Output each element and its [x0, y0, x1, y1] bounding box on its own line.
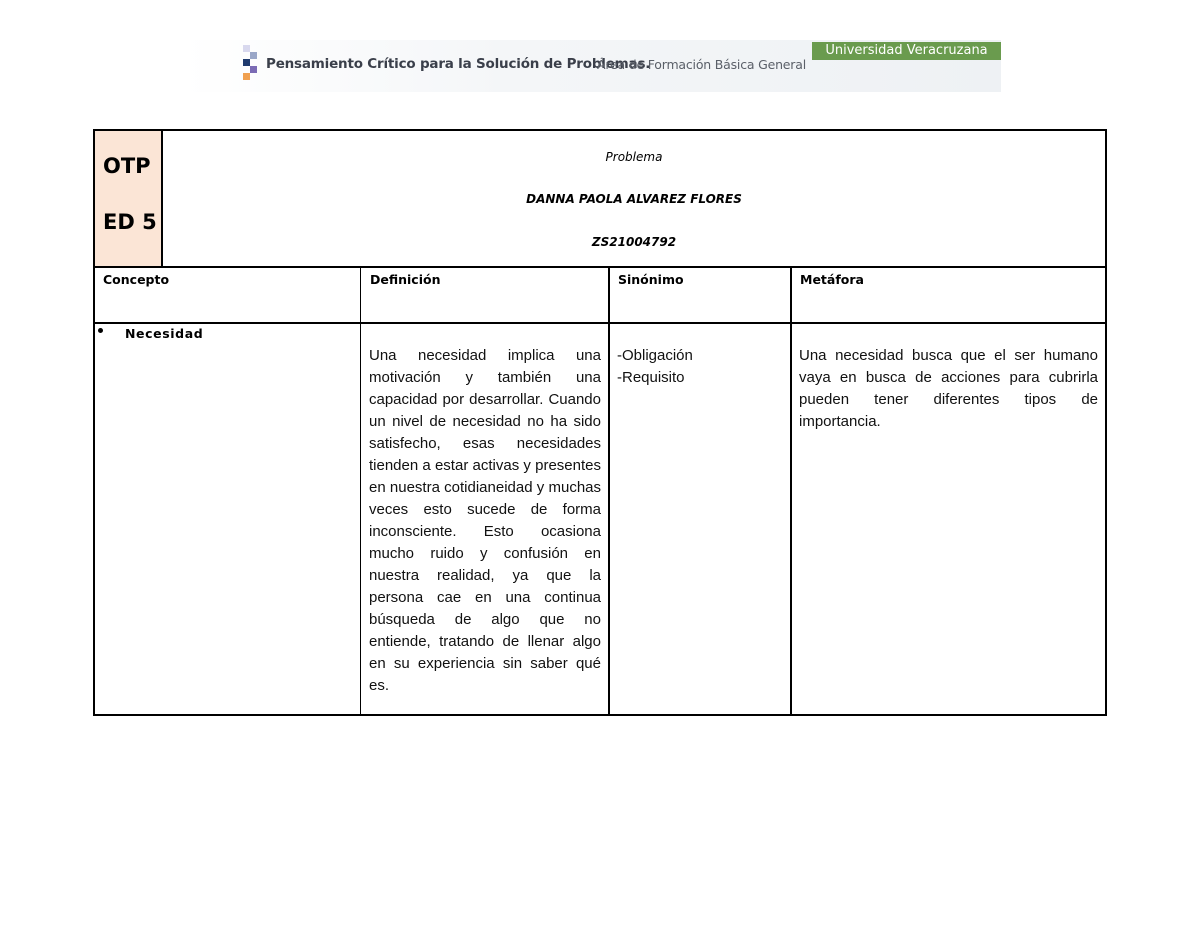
- metaphor-cell: Una necesidad busca que el ser humano vaya en busca de acciones para cubrirla pueden tener diferentes tipos de importancia.: [799, 347, 1098, 430]
- problem-label: Problema: [605, 150, 663, 164]
- code-line-1: OTP: [103, 154, 151, 178]
- university-logo-icon: [243, 45, 261, 87]
- header-sinonimo: Sinónimo: [618, 272, 684, 287]
- synonym-1: -Obligación: [617, 347, 693, 364]
- bullet-icon: [98, 328, 103, 333]
- course-area: Área de Formación Básica General: [597, 57, 806, 72]
- header-definicion: Definición: [370, 272, 441, 287]
- header-metafora: Metáfora: [800, 272, 864, 287]
- concept-cell: Necesidad: [125, 326, 204, 341]
- code-cell: [95, 131, 161, 266]
- course-title: Pensamiento Crítico para la Solución de Problemas.: [266, 56, 651, 72]
- student-name: DANNA PAOLA ALVAREZ FLORES: [526, 192, 742, 206]
- university-badge: Universidad Veracruzana: [812, 42, 1001, 60]
- synonym-2: -Requisito: [617, 369, 685, 386]
- definition-cell: Una necesidad implica una motivación y también una capacidad por desarrollar. Cuando un nivel de necesidad no ha sido satisfecho, esas necesidades tienden a estar activas y presentes en nuestra cotidianeidad y muchas veces esto sucede de forma inconsciente. Esto ocasiona mucho ruido y confusión en nuestra realidad, ya que la persona cae en una continua búsqueda de algo que no entiende, tratando de llenar algo en su experiencia sin saber qué es.: [369, 347, 601, 694]
- code-line-2: ED 5: [103, 210, 157, 234]
- header-concepto: Concepto: [103, 272, 170, 287]
- student-id: ZS21004792: [591, 235, 677, 249]
